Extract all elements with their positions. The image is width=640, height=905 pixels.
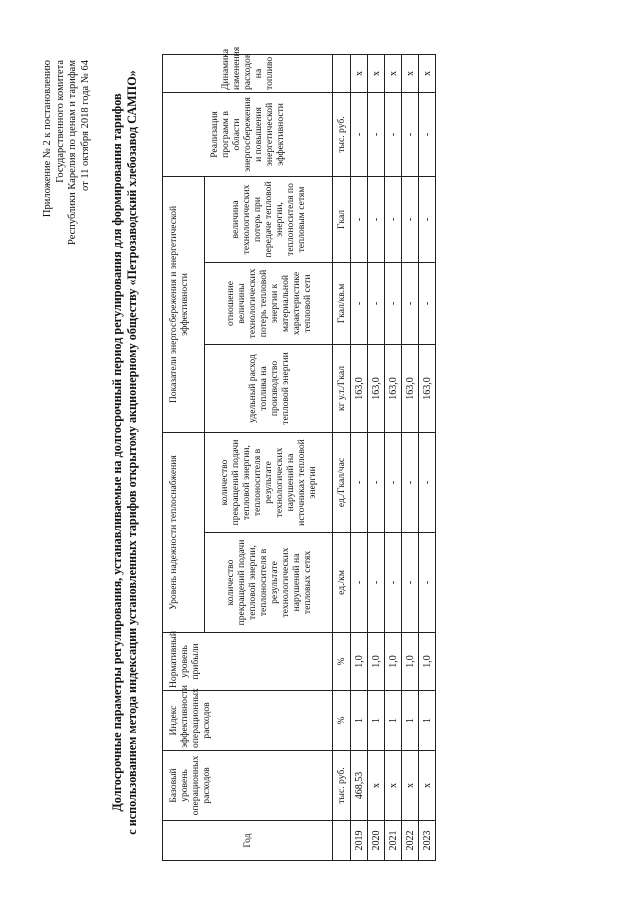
header-reliability-group: Уровень надежности теплоснабжения — [163, 432, 205, 632]
table-cell: - — [402, 432, 419, 532]
unit-cell: Гкал — [333, 176, 351, 262]
table-cell: x — [368, 751, 385, 821]
table-cell: 1 — [402, 691, 419, 751]
table-cell: 163,0 — [402, 344, 419, 432]
table-cell: - — [419, 92, 436, 176]
table-cell: 1 — [368, 691, 385, 751]
table-cell: - — [368, 92, 385, 176]
table-cell: 163,0 — [351, 344, 368, 432]
title-line: Долгосрочные параметры регулирования, устанавливаемые на долгосрочный период регулирования для формирования тарифов — [110, 93, 124, 812]
attachment-line: от 11 октября 2018 года № 64 — [79, 60, 91, 191]
header-dynamics: Динамика изменения расходов на топливо — [163, 54, 333, 92]
parameters-table — [162, 46, 436, 861]
table-cell: 163,0 — [385, 344, 402, 432]
table-cell: 1 — [385, 691, 402, 751]
attachment-line: Приложение № 2 к постановлению — [42, 60, 53, 218]
table-cell: 163,0 — [419, 344, 436, 432]
table-row — [351, 54, 368, 860]
unit-cell: кг у.т./Гкал — [333, 344, 351, 432]
table-cell: x — [402, 54, 419, 92]
table-cell: x — [368, 54, 385, 92]
table-cell: - — [351, 432, 368, 532]
header-year: Год — [163, 821, 333, 861]
table-cell: - — [385, 262, 402, 344]
header-profit-norm: Нормативный уровень прибыли — [163, 633, 333, 691]
table-cell: - — [368, 262, 385, 344]
attachment-line: Республики Карелия по ценам и тарифам — [67, 60, 78, 245]
table-cell: - — [385, 92, 402, 176]
attachment-note — [42, 60, 92, 245]
table-cell: x — [419, 54, 436, 92]
header-interruptions-sources: количество прекращений подачи тепловой энергии, теплоносителя в результате технологических нарушений на источниках тепловой энергии — [205, 432, 333, 532]
table-cell: - — [385, 533, 402, 633]
unit-cell: ед./Гкал/час — [333, 432, 351, 532]
table-cell: - — [368, 533, 385, 633]
table-cell: x — [385, 54, 402, 92]
table-row — [385, 54, 402, 860]
title-line: с использованием метода индексации установленных тарифов открытому акционерному обществу «Петрозаводский хлебозавод САМПО» — [125, 70, 139, 835]
table-cell: - — [419, 176, 436, 262]
table-cell: 1,0 — [351, 633, 368, 691]
header-loss-ratio: отношение величины технологических потерь тепловой энергии к материальной характеристике тепловой сети — [205, 262, 333, 344]
header-base-level: Базовый уровень операционных расходов — [163, 751, 333, 821]
document-title — [110, 0, 140, 905]
table-cell: - — [402, 92, 419, 176]
year-cell: 2020 — [368, 821, 385, 861]
table-cell: - — [402, 176, 419, 262]
year-cell: 2022 — [402, 821, 419, 861]
table-cell: - — [419, 262, 436, 344]
table-cell: - — [402, 533, 419, 633]
unit-cell: % — [333, 633, 351, 691]
table-row — [402, 54, 419, 860]
table-row — [419, 54, 436, 860]
table-cell: - — [351, 262, 368, 344]
unit-cell — [333, 821, 351, 861]
table-cell: 1,0 — [402, 633, 419, 691]
table-cell: - — [419, 533, 436, 633]
table-cell: - — [351, 533, 368, 633]
table-cell: 1,0 — [368, 633, 385, 691]
table-cell: 163,0 — [368, 344, 385, 432]
unit-cell: % — [333, 691, 351, 751]
unit-cell: Гкал/кв.м — [333, 262, 351, 344]
header-energy-group: Показатели энергосбережения и энергетической эффективности — [163, 176, 205, 432]
table-cell: - — [368, 432, 385, 532]
table-cell: 1 — [351, 691, 368, 751]
table-cell: x — [419, 751, 436, 821]
units-row — [333, 54, 351, 860]
table-cell: - — [402, 262, 419, 344]
table-cell: - — [385, 432, 402, 532]
year-cell: 2023 — [419, 821, 436, 861]
table-cell: 468,53 — [351, 751, 368, 821]
unit-cell: тыс. руб. — [333, 92, 351, 176]
table-cell: - — [419, 432, 436, 532]
unit-cell: тыс. руб. — [333, 751, 351, 821]
table-cell: x — [385, 751, 402, 821]
table-cell: - — [385, 176, 402, 262]
table-cell: x — [402, 751, 419, 821]
year-cell: 2019 — [351, 821, 368, 861]
attachment-line: Государственного комитета — [54, 60, 66, 183]
header-efficiency-index: Индекс эффективности операционных расходов — [163, 691, 333, 751]
header-loss-value: величина технологических потерь при передаче тепловой энергии, теплоносителя по тепловым сетям — [205, 176, 333, 262]
table-row — [368, 54, 385, 860]
table-cell: - — [351, 176, 368, 262]
unit-cell — [333, 54, 351, 92]
table-cell: - — [368, 176, 385, 262]
year-cell: 2021 — [385, 821, 402, 861]
table-cell: 1,0 — [385, 633, 402, 691]
header-interruptions-networks: количество прекращений подачи тепловой энергии, теплоносителя в результате технологических нарушений на тепловых сетях — [205, 533, 333, 633]
table-cell: - — [351, 92, 368, 176]
header-program: Реализация программ в области энергосбережения и повышения энергетической эффективности — [163, 92, 333, 176]
unit-cell: ед./км — [333, 533, 351, 633]
table-cell: 1 — [419, 691, 436, 751]
header-fuel-rate: удельный расход топлива на производство тепловой энергии — [205, 344, 333, 432]
table-cell: 1,0 — [419, 633, 436, 691]
table-cell: x — [351, 54, 368, 92]
